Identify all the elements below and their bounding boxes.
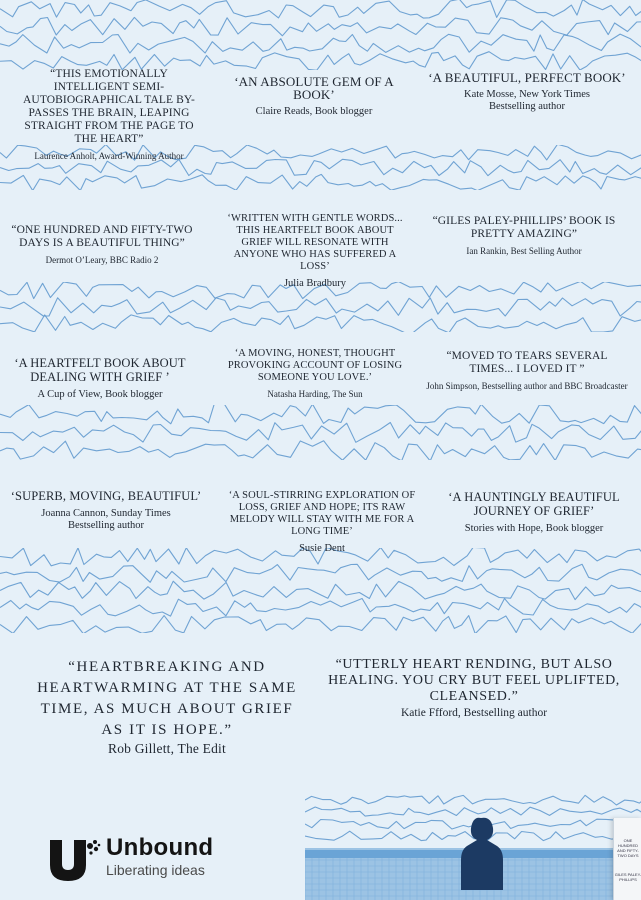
quote-6 bbox=[428, 215, 620, 257]
quote-text: “UTTERLY HEART RENDING, BUT ALSO HEALING. YOU CRY BUT FEEL UPLIFTED, CLEANSED.” bbox=[328, 657, 620, 704]
quote-author: Ian Rankin, Best Selling Author bbox=[466, 246, 582, 256]
wave-band-5 bbox=[0, 548, 641, 633]
quote-author: Joanna Cannon, Sunday Times Bestselling author bbox=[41, 508, 171, 531]
quote-4 bbox=[2, 224, 202, 266]
quote-author: Laurence Anholt, Award-Winning Author bbox=[34, 151, 184, 161]
quote-text: ‘A SOUL-STIRRING EXPLORATION OF LOSS, GRIEF AND HOPE; ITS RAW MELODY WILL STAY WITH ME FOR A LONG TIME’ bbox=[228, 490, 416, 537]
quote-2 bbox=[214, 75, 414, 118]
quote-10 bbox=[4, 490, 208, 532]
quote-author: Julia Bradbury bbox=[283, 278, 347, 289]
quote-text: “GILES PALEY-PHILLIPS’ BOOK IS PRETTY AMAZING” bbox=[432, 215, 616, 240]
featured-quote-2 bbox=[326, 657, 622, 719]
quote-8 bbox=[220, 348, 410, 400]
wave-svg bbox=[0, 405, 641, 460]
quote-text: ‘A HEARTFELT BOOK ABOUT DEALING WITH GRIEF ’ bbox=[14, 356, 186, 384]
quote-text: “HEARTBREAKING AND HEARTWARMING AT THE SAME TIME, AS MUCH ABOUT GRIEF AS IT IS HOPE.” bbox=[37, 659, 297, 738]
quote-12 bbox=[444, 490, 624, 535]
boy-illustration bbox=[305, 790, 641, 900]
book-title: ONE HUNDRED AND FIFTY-TWO DAYS bbox=[617, 838, 639, 858]
quote-3 bbox=[420, 71, 634, 113]
quote-11 bbox=[222, 490, 422, 555]
quote-author: Kate Mosse, New York Times Bestselling author bbox=[463, 89, 590, 112]
book-author: GILES PALEY-PHILLIPS bbox=[614, 872, 641, 882]
quote-author: Stories with Hope, Book blogger bbox=[464, 523, 604, 534]
quote-text: ‘A MOVING, HONEST, THOUGHT PROVOKING ACCOUNT OF LOSING SOMEONE YOU LOVE.’ bbox=[227, 348, 403, 383]
quote-author: Dermot O’Leary, BBC Radio 2 bbox=[45, 255, 159, 265]
wave-svg bbox=[0, 0, 641, 70]
quote-text: “ONE HUNDRED AND FIFTY-TWO DAYS IS A BEAUTIFUL THING” bbox=[11, 224, 193, 249]
quote-text: “MOVED TO TEARS SEVERAL TIMES... I LOVED IT ” bbox=[446, 350, 608, 375]
wave-svg bbox=[0, 548, 641, 633]
unbound-logo bbox=[48, 834, 248, 884]
quote-text: ‘A BEAUTIFUL, PERFECT BOOK’ bbox=[428, 70, 626, 85]
quote-text: ‘AN ABSOLUTE GEM OF A BOOK’ bbox=[234, 74, 394, 102]
wave-band-4 bbox=[0, 405, 641, 460]
quote-author: John Simpson, Bestselling author and BBC Broadcaster bbox=[426, 381, 628, 391]
quote-7 bbox=[10, 356, 190, 401]
logo-tagline: Liberating ideas bbox=[106, 862, 205, 878]
logo-wordmark: Unbound bbox=[106, 834, 214, 861]
quote-author: Rob Gillett, The Edit bbox=[108, 741, 226, 756]
quote-author: A Cup of View, Book blogger bbox=[37, 389, 163, 400]
quote-author: Natasha Harding, The Sun bbox=[267, 389, 363, 399]
quote-1 bbox=[14, 68, 204, 162]
quote-5 bbox=[222, 213, 408, 290]
quote-text: ‘WRITTEN WITH GENTLE WORDS... THIS HEARTFELT BOOK ABOUT GRIEF WILL RESONATE WITH ANYONE WHO HAS SUFFERED A LOSS’ bbox=[227, 213, 403, 272]
wave-band-1 bbox=[0, 0, 641, 70]
quote-text: ‘SUPERB, MOVING, BEAUTIFUL’ bbox=[10, 489, 202, 503]
quote-9 bbox=[424, 350, 630, 392]
quote-author: Susie Dent bbox=[299, 543, 345, 554]
featured-quote-1 bbox=[30, 657, 304, 754]
scene-svg bbox=[305, 790, 641, 900]
boy-silhouette bbox=[461, 818, 503, 890]
quote-author: Claire Reads, Book blogger bbox=[255, 106, 373, 117]
unbound-u-icon bbox=[48, 838, 102, 882]
quote-text: “THIS EMOTIONALLY INTELLIGENT SEMI-AUTOBIOGRAPHICAL TALE BY-PASSES THE BRAIN, LEAPING STRAIGHT FROM THE PAGE TO THE HEART” bbox=[23, 68, 195, 145]
book-cover bbox=[613, 818, 641, 900]
quote-author: Katie Ffford, Bestselling author bbox=[400, 707, 548, 719]
quote-text: ‘A HAUNTINGLY BEAUTIFUL JOURNEY OF GRIEF’ bbox=[448, 490, 620, 518]
